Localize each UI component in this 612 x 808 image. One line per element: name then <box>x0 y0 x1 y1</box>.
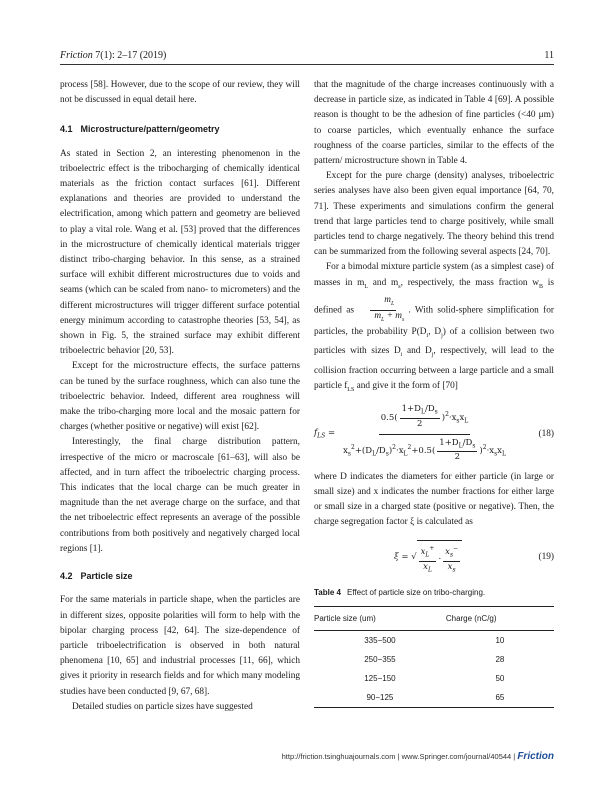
paragraph: that the magnitude of the charge increases continuously with a decrease in particle size, as indicated in Table 4 [69]. A possible reason is thought to be the adhesion of fine particles (<40 μm) to coarse particles, which eventually enhance the surface roughness of the coarse particles, similar to the effects of the pattern/ microstructure shown in Table 4. <box>314 80 554 167</box>
paragraph: process [58]. However, due to the scope of our review, they will not be discussed in equal detail here. <box>60 80 300 106</box>
table-header: Charge (nC/g) <box>446 606 554 630</box>
journal-brand: Friction <box>517 751 554 762</box>
paragraph: where D indicates the diameters for either particle (in large or small size) and x indicates the number fractions for either large or small size in a charged state (positive or negative). Then, the charge segregation factor ξ is calculated as <box>314 471 554 528</box>
equation-19: ξ = √ $\frac{x_L^+}{x_L}$ · $\frac{x_s^-}{x_s}$ (19) <box>314 541 554 575</box>
footer-urls[interactable]: http://friction.tsinghuajournals.com | www.Springer.com/journal/40544 | <box>281 752 518 761</box>
left-column <box>60 78 300 715</box>
right-column <box>314 78 554 708</box>
table-row: 335−500 10 <box>364 636 505 646</box>
paragraph: Except for the microstructure effects, the surface patterns can be tuned by the surface roughness, which can also tune the triboelectric behavior. Indeed, different area roughness will make the tribo-charging more local and the mosaic pattern for charges (whether positive or negative) will exist [62]. <box>60 361 300 433</box>
paragraph: Interestingly, the final charge distribution pattern, irrespective of the micro or macroscale [61–63], will also be affected, and in turn affect the triboelectric charging process. This indicates that the local charge can be much greater in magnitude than the net average charge on the surface, and that the net triboelectric effect represents an average of the possible contributions from both positively and negatively charged local regions [1]. <box>60 437 300 554</box>
section-heading-4-2: 4.2 Particle size <box>60 571 133 582</box>
paragraph: As stated in Section 2, an interesting phenomenon in the triboelectric effect is the tribocharging of chemically identical materials as the friction contact surfaces [61]. Different explanations and theories are provided to understand the electrification, among which pattern and geometry are believed to play a vital role. Wang et al. [53] proved that the differences in the microstructure of chemically identical materials trigger distinct tribo-charging behavior. In this sense, as a strained surface will exhibit different microstructures due to voids and seams (which can be scaled from nano- to micrometers) and the different microstructures will trigger different surface potential energy minimum according to catastrophe theories [53, 54], as shown in Fig. 5, the strained surface may exhibit different triboelectric behavior [20, 53]. <box>60 148 300 357</box>
table-caption: Table 4 Effect of particle size on tribo-charging. <box>314 587 486 597</box>
particle-size-table <box>314 606 554 708</box>
mass-fraction-formula: $\frac{m_L}{m_L + m_s}$ <box>360 295 406 326</box>
paragraph: Except for the pure charge (density) analyses, triboelectric series analyses have also been given equal importance [64, 70, 71]. These experiments and simulations confirm the general trend that large particles tend to charge positively, while small particles tend to charge negatively. The theory behind this trend can be summarized from the following several aspects [24, 70]. <box>314 171 554 258</box>
journal-citation: Friction 7(1): 2–17 (2019) <box>60 50 167 61</box>
table-row: 125−150 50 <box>364 674 505 684</box>
paragraph: Detailed studies on particle sizes have suggested <box>72 701 253 712</box>
journal-name: Friction <box>60 50 93 61</box>
equation-18: $f_{LS}$ = 0.5( $\frac{1+D_L/D_s}{2}$ )$^2\cdot x_sx_L$ $x_s^2+(D_L/D_s)^2\cdot x_L^2+0.5$( $\frac{1+D_L/D_s}{2}$ )$^2\cdot x_sx_L$ (18) <box>314 404 554 466</box>
page-footer <box>60 751 554 762</box>
paragraph: For the same materials in particle shape, when the particles are in different sizes, opposite polarities will form to help with the bipolar charging process [42, 64]. The size-dependence of particle triboelectrification is observed in both natural phenomena [10, 65] and industrial processes [11, 66], which gives it priority in research fields and for which many modeling studies have been conducted [9, 67, 68]. <box>60 595 300 697</box>
paragraph-bimodal: For a bimodal mixture particle system (as a simplest case) of masses in $m_L$ and $m_s$, respectively, the mass fraction $w_B$ is defined as $\frac{m_L}{m_L + m_s}$ . With solid-sphere simplification for particles, the probability $P(D_i$, $D_j$) of a collision between two particles with sizes $D_i$ and $D_j$, respectively, will lead to the collision fraction occurring between a large particle and a small particle $f_{LS}$ and give it the form of [70] <box>314 262 555 393</box>
table-row: 250−355 28 <box>364 655 505 665</box>
page-number: 11 <box>544 50 554 61</box>
section-heading-4-1: 4.1 Microstructure/pattern/geometry <box>60 124 220 135</box>
running-header <box>60 50 554 61</box>
header-divider <box>60 64 554 65</box>
table-row: 90−125 65 <box>314 688 554 708</box>
table-header: Particle size (um) <box>314 606 446 630</box>
